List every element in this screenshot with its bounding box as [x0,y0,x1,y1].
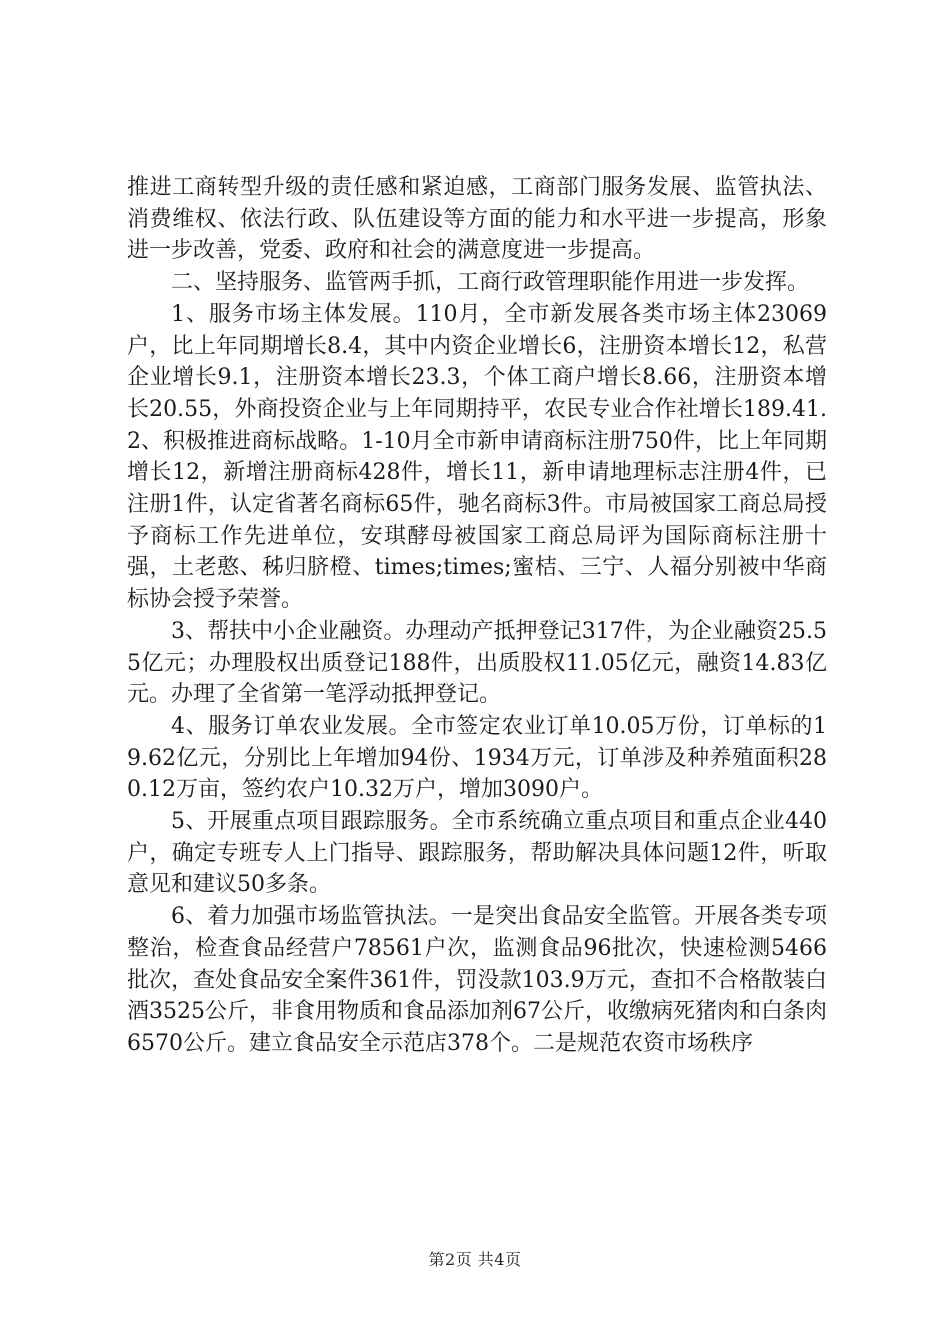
page-footer: 第2页 共4页 [428,1250,522,1269]
document-body [127,172,827,1060]
paragraph-sme-financing: 3、帮扶中小企业融资。办理动产抵押登记317件，为企业融资25.55亿元；办理股权出质登记188件，出质股权11.05亿元，融资14.83亿元。办理了全省第一笔浮动抵押登记。 [127,618,827,708]
paragraph-section-heading: 二、坚持服务、监管两手抓，工商行政管理职能作用进一步发挥。 [171,270,810,296]
paragraph-key-projects: 5、开展重点项目跟踪服务。全市系统确立重点项目和重点企业440户，确定专班专人上门指导、跟踪服务，帮助解决具体问题12件，听取意见和建议50多条。 [127,809,827,898]
paragraph-order-agriculture: 4、服务订单农业发展。全市签定农业订单10.05万份，订单标的19.62亿元，分别比上年增加94份、1934万元，订单涉及种养殖面积280.12万亩，签约农户10.32万户，增加3090户。 [127,713,827,803]
paragraph-intro: 推进工商转型升级的责任感和紧迫感，工商部门服务发展、监管执法、消费维权、依法行政、队伍建设等方面的能力和水平进一步提高，形象进一步改善，党委、政府和社会的满意度进一步提高。 [127,175,827,264]
paragraph-market-entities: 1、服务市场主体发展。110月，全市新发展各类市场主体23069户，比上年同期增长8.4，其中内资企业增长6，注册资本增长12，私营企业增长9.1，注册资本增长23.3，个体工商户增长8.66，注册资本增长20.55，外商投资企业与上年同期持平，农民专业合作社增长189.41.2、积极推进商标战略。1-10月全市新申请商标注册750件，比上年同期增长12，新增注册商标428件，增长11，新申请地理标志注册4件，已注册1件，认定省著名商标65件，驰名商标3件。市局被国家工商总局授予商标工作先进单位，安琪酵母被国家工商总局评为国际商标注册十强，土老憨、秭归脐橙、times;times;蜜桔、三宁、人福分别被中华商标协会授予荣誉。 [127,301,827,613]
paragraph-market-supervision: 6、着力加强市场监管执法。一是突出食品安全监管。开展各类专项整治，检查食品经营户78561户次，监测食品96批次，快速检测5466批次，查处食品安全案件361件，罚没款103.9万元，查扣不合格散装白酒3525公斤，非食用物质和食品添加剂67公斤，收缴病死猪肉和白条肉6570公斤。建立食品安全示范店378个。二是规范农资市场秩序 [127,904,827,1056]
